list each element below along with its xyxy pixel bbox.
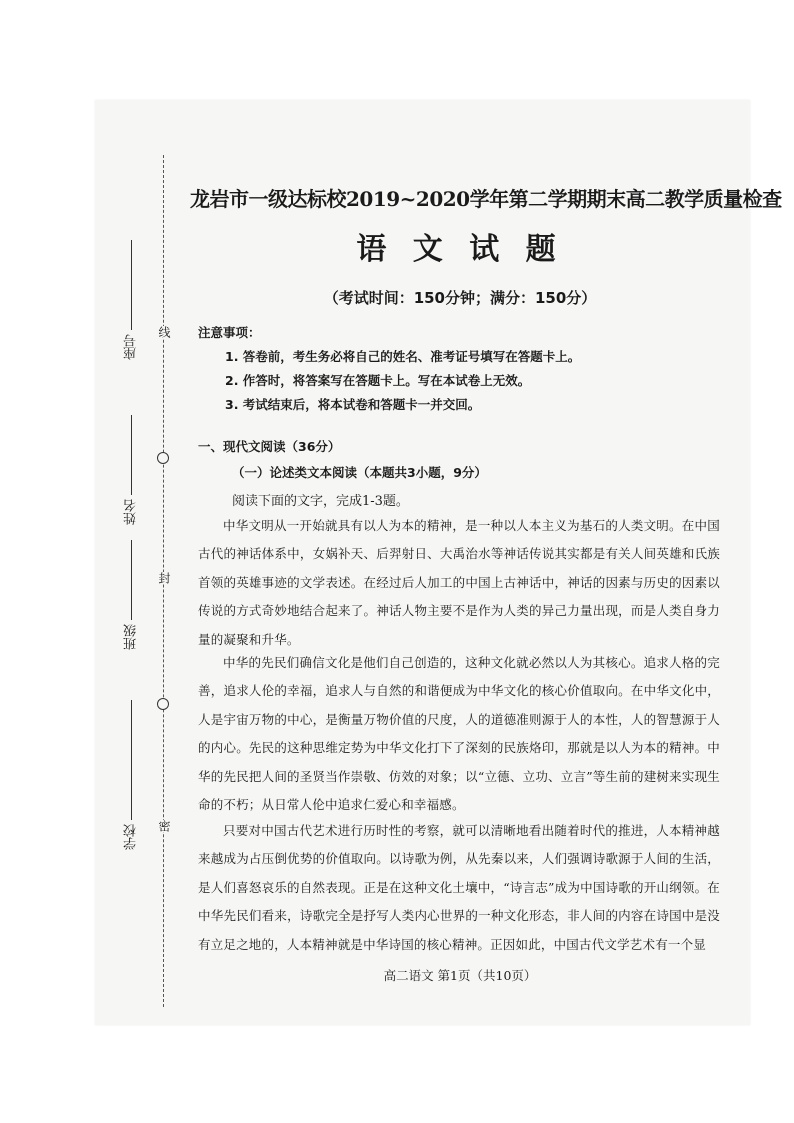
section-heading: 一、现代文阅读（36分）: [198, 439, 341, 454]
binding-circle-top: [157, 452, 169, 464]
notice-item-3: 3. 考试结束后，将本试卷和答题卡一并交回。: [225, 397, 481, 412]
class-label: 班级: [124, 624, 139, 650]
page-footer: 高二语文 第1页（共10页）: [383, 968, 537, 983]
binding-mark-secret: 密: [157, 820, 171, 832]
paragraph-3: 只要对中国古代艺术进行历时性的考察，就可以清晰地看出随着时代的推进，人本精神越来越成为占压倒优势的价值取向。以诗歌为例，从先秦以来，人们强调诗歌源于人间的生活，是人们喜怒哀乐的自然表现。正是在这种文化土壤中，“诗言志”成为中国诗歌的开山纲领。在中华先民们看来，诗歌完全是抒写人类内心世界的一种文化形态，非人间的内容在诗国中是没有立足之地的，人本精神就是中华诗国的核心精神。正因如此，中国古代文学艺术有一个显: [198, 823, 720, 952]
paragraph-1: 中华文明从一开始就具有以人为本的精神，是一种以人本主义为基石的人类文明。在中国古代的神话体系中，女娲补天、后羿射日、大禹治水等神话传说其实都是有关人间英雄和氏族首领的英雄事迹的文学表述。在经过后人加工的中国上古神话中，神话的因素与历史的因素以传说的方式奇妙地结合起来了。神话人物主要不是作为人类的异己力量出现，而是人类自身力量的凝聚和升华。: [198, 518, 720, 647]
seat-underline: [131, 240, 132, 330]
exam-info: （考试时间：150分钟；满分：150分）: [323, 289, 597, 307]
subsection-heading: （一）论述类文本阅读（本题共3小题，9分）: [232, 465, 487, 480]
school-field: [122, 700, 141, 850]
class-field: [122, 540, 141, 650]
exam-title: 龙岩市一级达标校2019~2020学年第二学期期末高二教学质量检查: [190, 187, 782, 211]
name-underline: [131, 415, 132, 495]
paragraph-2: 中华的先民们确信文化是他们自己创造的，这种文化就必然以人为其核心。追求人格的完善，追求人伦的幸福，追求人与自然的和谐便成为中华文化的核心价值取向。在中华文化中，人是宇宙万物的中心，是衡量万物价值的尺度，人的道德准则源于人的本性，人的智慧源于人的内心。先民的这种思维定势为中华文化打下了深刻的民族烙印，那就是以人为本的精神。中华的先民把人间的圣贤当作崇敬、仿效的对象；以“立德、立功、立言”等生前的建树来实现生命的不朽；从日常人伦中追求仁爱心和幸福感。: [198, 655, 720, 813]
notice-item-1: 1. 答卷前，考生务必将自己的姓名、准考证号填写在答题卡上。: [225, 349, 581, 364]
seat-number-field: [122, 240, 141, 360]
subject-title: 语 文 试 题: [356, 232, 564, 267]
binding-circle-bottom: [157, 698, 169, 710]
binding-mark-line: 线: [157, 326, 171, 338]
reading-instruction: 阅读下面的文字，完成1-3题。: [232, 494, 409, 509]
binding-mark-seal: 封: [157, 572, 171, 584]
notice-item-2: 2. 作答时，将答案写在答题卡上。写在本试卷上无效。: [225, 373, 531, 388]
name-label: 姓名: [124, 499, 139, 525]
seat-label: 座号: [124, 334, 139, 360]
name-field: [122, 415, 141, 525]
class-underline: [131, 540, 132, 620]
notice-heading: 注意事项：: [198, 325, 261, 340]
school-label: 学校: [124, 824, 139, 850]
school-underline: [131, 700, 132, 820]
